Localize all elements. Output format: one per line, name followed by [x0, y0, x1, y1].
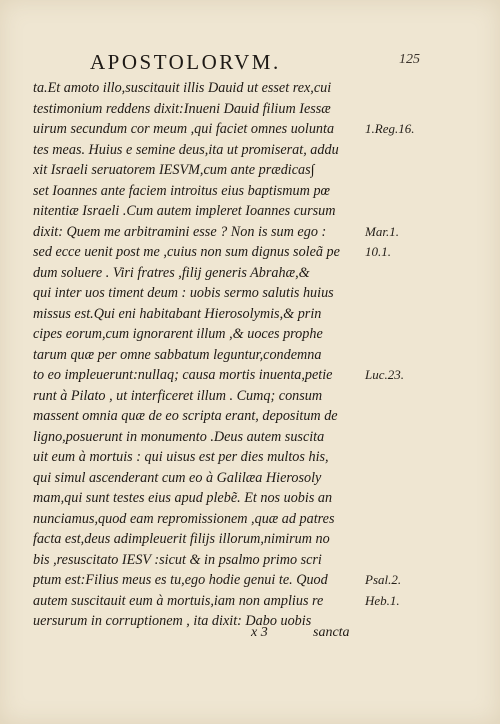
page-footer — [33, 625, 373, 645]
text-line: xit Israeli seruatorem IESVM,cum ante prædicas∫ — [33, 162, 315, 178]
text-line: uit eum à mortuis : qui uisus est per dies multos his, — [33, 449, 329, 465]
text-line: set Ioannes ante faciem introitus eius baptismum pœ — [33, 182, 330, 199]
body-text — [33, 78, 373, 632]
text-line: massent omnia quæ de eo scripta erant, depositum de — [33, 408, 338, 424]
text-line: ligno,posuerunt in monumento .Deus autem suscita — [33, 428, 325, 445]
text-line: uersurum in corruptionem , ita dixit: Dabo uobis — [33, 613, 312, 629]
running-title: APOSTOLORVM. — [90, 50, 281, 74]
text-line: bis ,resuscitato IESV :sicut & in psalmo primo scri — [33, 551, 322, 568]
page-number: 125 — [399, 52, 420, 67]
marginal-reference: Heb.1. — [365, 592, 400, 608]
text-line: nunciamus,quod eam repromissionem ,quæ ad patres — [33, 510, 335, 527]
text-line: ta.Et amoto illo,suscitauit illis Dauid ut esset rex,cui — [33, 80, 332, 96]
text-line: runt à Pilato , ut interficeret illum . Cumq; consum — [33, 387, 323, 404]
text-line: ptum est:Filius meus es tu,ego hodie genui te. Quod — [33, 572, 328, 588]
text-line: testimonium reddens dixit:Inueni Dauid filium Iessæ — [33, 100, 331, 117]
catchword: sancta — [313, 625, 350, 640]
text-line: sed ecce uenit post me ,cuius non sum dignus soleã pe — [33, 244, 340, 260]
text-line: qui simul ascenderant cum eo à Galilæa Hierosoly — [33, 469, 322, 486]
text-line: tarum quæ per omne sabbatum leguntur,condemna — [33, 346, 322, 363]
marginal-reference: 1.Reg.16. — [365, 121, 415, 136]
marginal-reference: 10.1. — [365, 244, 391, 259]
signature-mark: x 3 — [251, 625, 268, 640]
marginal-reference: Mar.1. — [365, 223, 399, 239]
text-line: cipes eorum,cum ignorarent illum ,& uoces prophe — [33, 326, 323, 342]
text-line: qui inter uos timent deum : uobis sermo salutis huius — [33, 285, 334, 301]
text-line: uirum secundum cor meum ,qui faciet omnes uolunta — [33, 121, 335, 137]
page-header — [90, 50, 420, 74]
text-line: mam,qui sunt testes eius apud plebẽ. Et nos uobis an — [33, 490, 333, 506]
text-line: autem suscitauit eum à mortuis,iam non amplius re — [33, 592, 324, 609]
text-line: to eo impleuerunt:nullaq; causa mortis inuenta,petie — [33, 367, 333, 383]
marginal-reference: Psal.2. — [365, 572, 402, 587]
marginal-reference: Luc.23. — [365, 367, 404, 382]
text-line: nitentiæ Israeli .Cum autem impleret Ioannes cursum — [33, 203, 336, 219]
text-line: facta est,deus adimpleuerit filijs illorum,nimirum no — [33, 531, 330, 547]
text-line: dum soluere . Viri fratres ,filij generis Abrahæ,& — [33, 264, 310, 281]
text-line: missus est.Qui eni habitabant Hierosolymis,& prin — [33, 305, 322, 322]
text-line: dixit: Quem me arbitramini esse ? Non is sum ego : — [33, 223, 327, 240]
text-line: tes meas. Huius e semine deus,ita ut promiserat, addu — [33, 141, 339, 158]
